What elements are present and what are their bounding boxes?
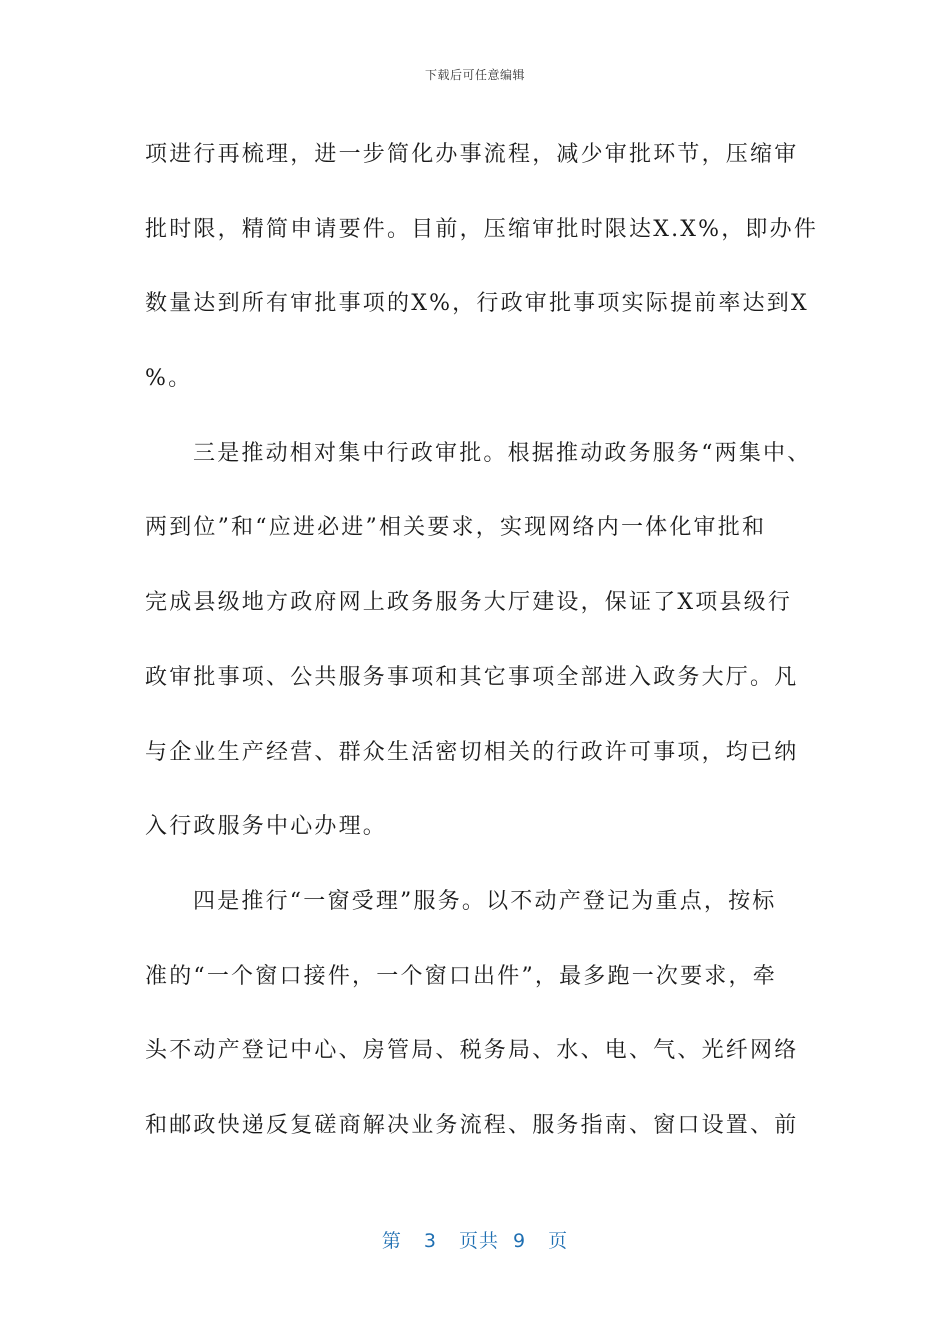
footer-mid: 页共 <box>458 1230 499 1252</box>
text-line: 政审批事项、公共服务事项和其它事项全部进入政务大厅。凡 <box>145 664 799 690</box>
text-line: 和邮政快递反复磋商解决业务流程、服务指南、窗口设置、前 <box>145 1112 799 1138</box>
footer-total-pages: 9 <box>513 1230 527 1252</box>
text-line: 两到位”和“应进必进”相关要求，实现网络内一体化审批和 <box>145 515 767 541</box>
text-line: 入行政服务中心办理。 <box>145 814 388 840</box>
text-line: 完成县级地方政府网上政务服务大厅建设，保证了X项县级行 <box>145 590 793 616</box>
page-header-note: 下载后可任意编辑 <box>424 68 525 82</box>
document-body <box>145 118 825 1164</box>
text-line: 与企业生产经营、群众生活密切相关的行政许可事项，均已纳 <box>145 739 799 765</box>
page-footer <box>0 1226 950 1253</box>
footer-current-page: 3 <box>423 1230 437 1252</box>
paragraph-start-line: 三是推动相对集中行政审批。根据推动政务服务“两集中、 <box>193 440 812 466</box>
text-line: 准的“一个窗口接件，一个窗口出件”，最多跑一次要求，牵 <box>145 963 777 989</box>
text-line: 项进行再梳理，进一步简化办事流程，减少审批环节，压缩审 <box>145 142 799 167</box>
text-line: %。 <box>145 366 193 392</box>
paragraph-start-line: 四是推行“一窗受理”服务。以不动产登记为重点，按标 <box>193 888 777 914</box>
text-line: 批时限，精简申请要件。目前，压缩审批时限达X.X%，即办件 <box>145 216 819 242</box>
text-line: 头不动产登记中心、房管局、税务局、水、电、气、光纤网络 <box>145 1038 799 1064</box>
footer-prefix: 第 <box>381 1230 402 1252</box>
text-line: 数量达到所有审批事项的X%，行政审批事项实际提前率达到X <box>145 291 809 317</box>
footer-suffix: 页 <box>548 1230 569 1252</box>
